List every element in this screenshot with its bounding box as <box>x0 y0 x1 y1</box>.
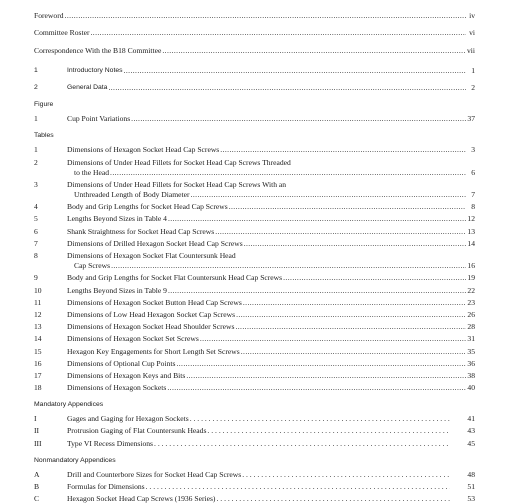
leader-dots <box>236 310 466 319</box>
toc-entry-title: Dimensions of Hexagon Sockets <box>67 383 167 393</box>
toc-entry-table-continued[interactable] <box>34 167 475 177</box>
toc-entry-page: 45 <box>467 438 475 448</box>
toc-entry-number: 2 <box>34 157 38 167</box>
toc-entry-figure-1[interactable] <box>34 111 475 123</box>
toc-entry-title: Introductory Notes <box>67 66 123 74</box>
toc-entry-table[interactable] <box>34 282 475 294</box>
leader-dots <box>146 482 450 491</box>
toc-entry-table[interactable] <box>34 343 475 355</box>
toc-entry-foreword[interactable] <box>34 8 475 20</box>
toc-entry-title: Dimensions of Under Head Fillets for Socket Head Cap Screws With an <box>67 179 287 189</box>
toc-entry-number: 6 <box>34 226 38 236</box>
toc-entry-number: 18 <box>34 383 42 393</box>
leader-dots <box>241 347 466 356</box>
toc-entry-number: II <box>34 426 40 436</box>
toc-entry-number: C <box>34 494 40 503</box>
leader-dots <box>207 426 450 435</box>
toc-entry-page: iv <box>469 11 475 21</box>
toc-entry-table[interactable] <box>34 295 475 307</box>
toc-entry-title: Lengths Beyond Sizes in Table 4 <box>67 214 167 224</box>
toc-entry-title: Type VI Recess Dimensions <box>67 438 154 448</box>
leader-dots <box>215 227 466 236</box>
toc-entry-title: Dimensions of Under Head Fillets for Socket Head Cap Screws Threaded <box>67 157 291 167</box>
leader-dots <box>65 11 466 20</box>
leader-dots <box>283 273 466 282</box>
toc-entry-page: 8 <box>471 202 475 212</box>
toc-entry-title: General Data <box>67 83 108 91</box>
toc-entry-table-continued[interactable] <box>34 260 475 270</box>
toc-entry-title-continued: Unthreaded Length of Body Diameter <box>74 190 190 200</box>
toc-entry-title: Dimensions of Low Head Hexagon Socket Cap Screws <box>67 309 236 319</box>
toc-entry-page: 6 <box>471 167 475 177</box>
toc-entry-number: 14 <box>34 334 42 344</box>
toc-entry-title: Dimensions of Hexagon Socket Head Shoulder Screws <box>67 322 235 332</box>
toc-entry-title: Dimensions of Hexagon Socket Set Screws <box>67 334 199 344</box>
toc-entry-section-1[interactable] <box>34 63 475 75</box>
toc-entry-number: B <box>34 482 40 491</box>
toc-entry-number: 17 <box>34 370 42 380</box>
toc-entry-title-continued: Cap Screws <box>74 261 111 271</box>
toc-entry-mandatory-appendix[interactable] <box>34 411 475 423</box>
toc-entry-title: Gages and Gaging for Hexagon Sockets <box>67 414 189 424</box>
toc-entry-page: 26 <box>467 309 475 319</box>
leader-dots <box>176 359 466 368</box>
leader-dots <box>124 66 466 75</box>
toc-entry-number: 3 <box>34 179 38 189</box>
toc-entry-page: 7 <box>471 190 475 200</box>
toc-entry-table[interactable] <box>34 154 475 166</box>
toc-entry-table[interactable] <box>34 319 475 331</box>
nonmandatory-appendices-heading: Nonmandatory Appendices <box>34 456 116 464</box>
leader-dots <box>110 168 466 177</box>
toc-entry-title: Committee Roster <box>34 28 90 38</box>
toc-entry-page: 28 <box>467 322 475 332</box>
toc-entry-number: III <box>34 438 42 448</box>
toc-entry-title: Dimensions of Hexagon Socket Button Head Cap Screws <box>67 297 242 307</box>
leader-dots <box>190 414 450 423</box>
toc-entry-page: 35 <box>467 346 475 356</box>
toc-entry-table[interactable] <box>34 211 475 223</box>
tables-heading: Tables <box>34 132 54 140</box>
toc-entry-nonmandatory-appendix[interactable] <box>34 479 475 491</box>
toc-entry-title: Body and Grip Lengths for Socket Flat Countersunk Head Cap Screws <box>67 273 283 283</box>
toc-entry-number: 1 <box>34 66 38 74</box>
toc-entry-page: 53 <box>467 494 475 503</box>
toc-entry-title: Dimensions of Hexagon Socket Head Cap Screws <box>67 145 220 155</box>
toc-entry-page: 48 <box>467 469 475 479</box>
toc-entry-correspondence[interactable] <box>34 42 475 54</box>
toc-entry-page: 31 <box>467 334 475 344</box>
toc-entry-page: 23 <box>467 297 475 307</box>
toc-entry-table[interactable] <box>34 380 475 392</box>
toc-entry-number: 8 <box>34 251 38 260</box>
leader-dots <box>220 145 466 154</box>
leader-dots <box>162 46 466 55</box>
toc-entry-page: vii <box>466 45 475 55</box>
toc-entry-table[interactable] <box>34 223 475 235</box>
leader-dots <box>191 190 466 199</box>
toc-entry-page: 13 <box>467 226 475 236</box>
toc-entry-number: 15 <box>34 346 42 356</box>
toc-entry-table[interactable] <box>34 142 475 154</box>
toc-entry-table[interactable] <box>34 331 475 343</box>
toc-entry-title: Cup Point Variations <box>67 114 131 124</box>
toc-entry-page: 12 <box>467 214 475 224</box>
leader-dots <box>168 286 466 295</box>
leader-dots <box>111 261 466 270</box>
toc-entry-title: Dimensions of Hexagon Keys and Bits <box>67 370 186 380</box>
toc-entry-number: 5 <box>34 214 38 224</box>
toc-entry-page: 36 <box>467 358 475 368</box>
toc-entry-number: 16 <box>34 358 42 368</box>
toc-entry-page: 40 <box>467 383 475 393</box>
toc-entry-table[interactable] <box>34 270 475 282</box>
toc-entry-number: A <box>34 469 40 479</box>
toc-entry-page: 1 <box>471 65 475 75</box>
toc-entry-number: 7 <box>34 238 38 248</box>
toc-entry-title: Formulas for Dimensions <box>67 482 145 491</box>
toc-entry-title: Protrusion Gaging of Flat Countersunk Heads <box>67 426 207 436</box>
toc-entry-nonmandatory-appendix[interactable] <box>34 491 475 503</box>
toc-entry-number: 10 <box>34 285 42 295</box>
toc-entry-section-2[interactable] <box>34 80 475 92</box>
toc-entry-title: Dimensions of Drilled Hexagon Socket Head Cap Screws <box>67 238 243 248</box>
toc-entry-nonmandatory-appendix[interactable] <box>34 467 475 479</box>
toc-entry-title: Foreword <box>34 11 64 21</box>
toc-entry-page: 41 <box>467 414 475 424</box>
toc-entry-table[interactable] <box>34 248 475 260</box>
toc-entry-title-continued: to the Head <box>74 167 110 177</box>
toc-entry-title: Shank Straightness for Socket Head Cap Screws <box>67 226 215 236</box>
toc-entry-page: 43 <box>467 426 475 436</box>
leader-dots <box>244 239 466 248</box>
toc-entry-table[interactable] <box>34 356 475 368</box>
toc-entry-committee-roster[interactable] <box>34 25 475 37</box>
toc-entry-title: Body and Grip Lengths for Socket Head Cap Screws <box>67 202 228 212</box>
toc-entry-number: 2 <box>34 83 38 91</box>
toc-entry-page: vi <box>469 28 475 38</box>
toc-entry-page: 3 <box>471 145 475 155</box>
toc-entry-number: 13 <box>34 322 42 332</box>
nonmandatory-appendices-list <box>34 467 475 503</box>
toc-entry-number: 12 <box>34 309 42 319</box>
toc-entry-title: Correspondence With the B18 Committee <box>34 45 162 55</box>
leader-dots <box>242 470 450 479</box>
leader-dots <box>108 83 466 92</box>
leader-dots <box>200 334 466 343</box>
toc-entry-title: Lengths Beyond Sizes in Table 9 <box>67 285 167 295</box>
toc-entry-title: Dimensions of Optional Cup Points <box>67 358 176 368</box>
toc-entry-title: Drill and Counterbore Sizes for Socket Head Cap Screws <box>67 469 242 479</box>
toc-entry-number: 4 <box>34 202 38 212</box>
toc-entry-number: 1 <box>34 114 38 124</box>
toc-entry-table[interactable] <box>34 307 475 319</box>
toc-entry-page: 16 <box>467 261 475 271</box>
toc-entry-table[interactable] <box>34 177 475 189</box>
figure-heading: Figure <box>34 100 54 108</box>
table-of-contents <box>34 8 475 503</box>
leader-dots <box>154 439 450 448</box>
toc-entry-page: 14 <box>467 238 475 248</box>
toc-entry-title: Dimensions of Hexagon Socket Flat Countersunk Head <box>67 251 236 260</box>
mandatory-appendices-list <box>34 411 475 448</box>
toc-entry-table-continued[interactable] <box>34 189 475 199</box>
leader-dots <box>90 28 466 37</box>
toc-entry-number: 1 <box>34 145 38 155</box>
toc-entry-number: 9 <box>34 273 38 283</box>
toc-entry-number: 11 <box>34 297 42 307</box>
leader-dots <box>235 322 466 331</box>
leader-dots <box>243 298 466 307</box>
toc-entry-number: I <box>34 414 37 424</box>
toc-entry-table[interactable] <box>34 368 475 380</box>
toc-entry-page: 51 <box>467 482 475 491</box>
leader-dots <box>131 114 466 123</box>
leader-dots <box>229 202 466 211</box>
toc-entry-page: 19 <box>467 273 475 283</box>
leader-dots <box>186 371 466 380</box>
leader-dots <box>168 214 466 223</box>
toc-entry-page: 38 <box>467 370 475 380</box>
toc-entry-mandatory-appendix[interactable] <box>34 435 475 447</box>
toc-entry-page: 2 <box>471 82 475 92</box>
toc-entry-title: Hexagon Key Engagements for Short Length Set Screws <box>67 346 240 356</box>
leader-dots <box>167 383 466 392</box>
toc-entry-mandatory-appendix[interactable] <box>34 423 475 435</box>
toc-entry-page: 22 <box>467 285 475 295</box>
toc-entry-title: Hexagon Socket Head Cap Screws (1936 Series) <box>67 494 216 503</box>
tables-list <box>34 142 475 392</box>
toc-entry-table[interactable] <box>34 199 475 211</box>
toc-entry-page: 37 <box>467 114 475 124</box>
mandatory-appendices-heading: Mandatory Appendices <box>34 401 104 409</box>
toc-entry-table[interactable] <box>34 236 475 248</box>
